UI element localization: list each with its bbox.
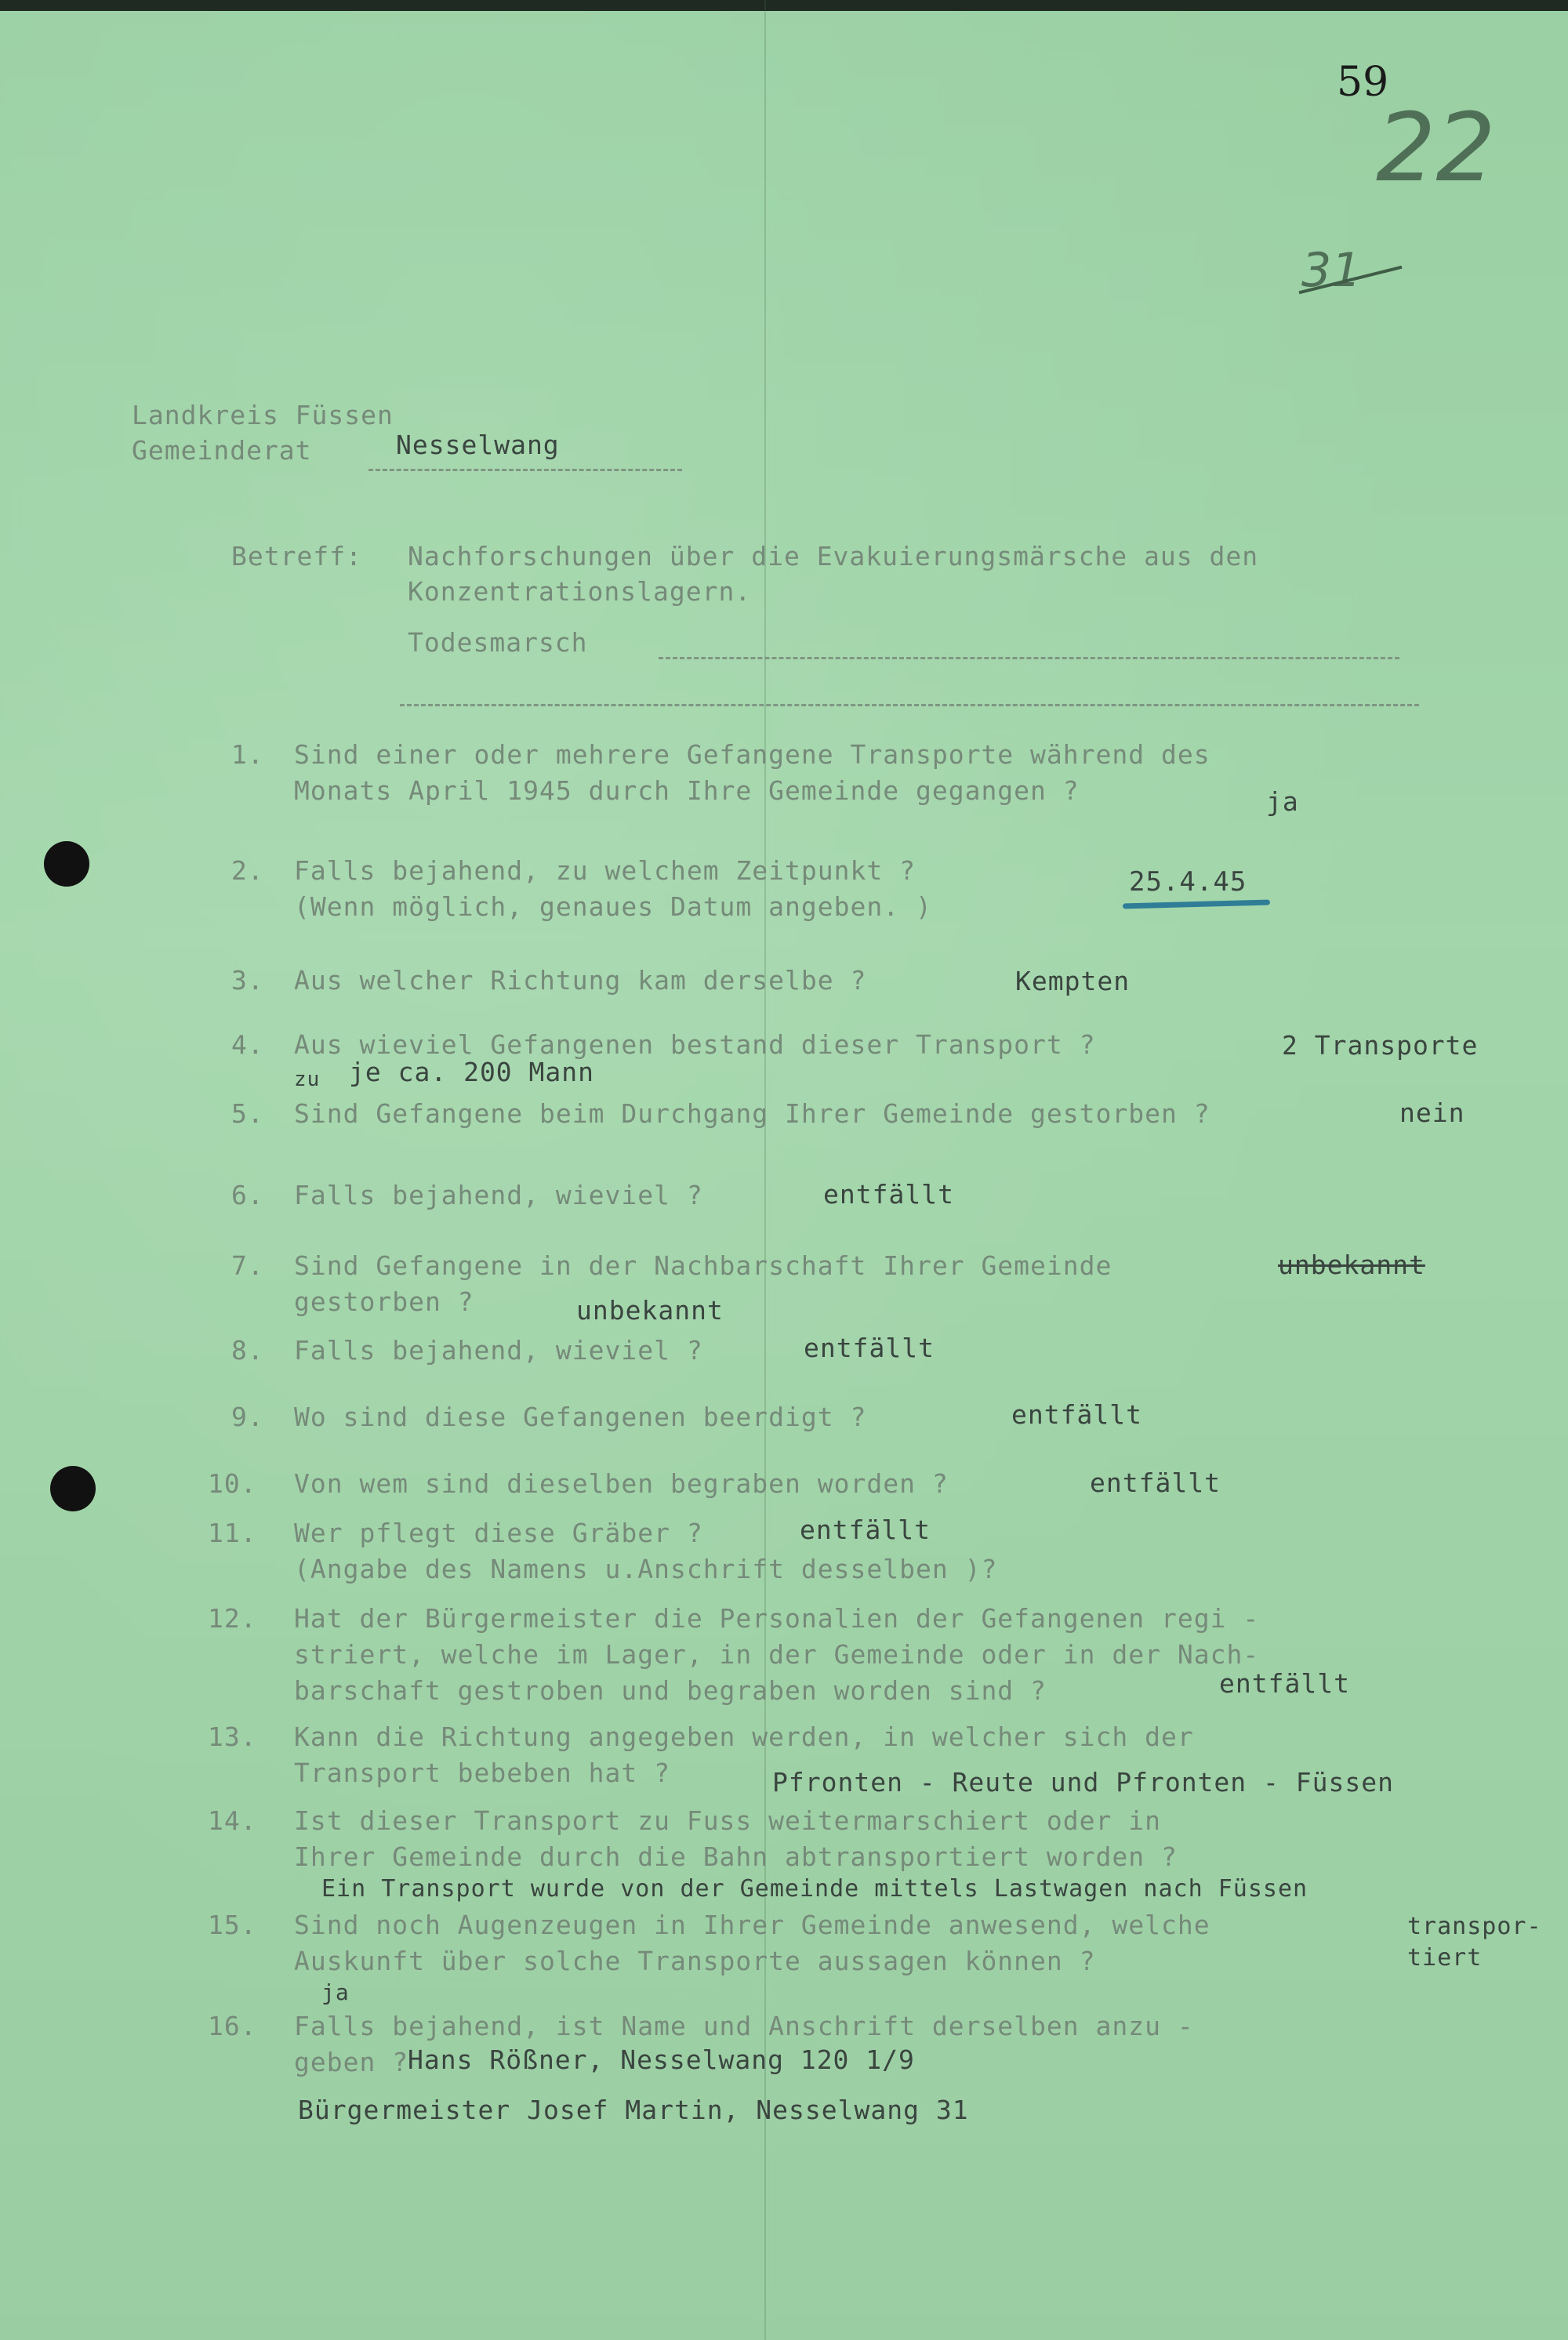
punch-hole-bottom	[50, 1466, 96, 1511]
answer-11: entfällt	[800, 1515, 931, 1545]
question-text: Falls bejahend, ist Name und Anschrift derselben anzu -	[294, 2011, 1194, 2041]
subject-line-3-underline	[659, 657, 1399, 659]
question-number: 8.	[231, 1335, 264, 1366]
question-number: 15.	[208, 1910, 257, 1940]
paper-fold-line	[764, 0, 766, 2340]
answer-9: entfällt	[1011, 1399, 1142, 1430]
question-number: 3.	[231, 965, 264, 996]
question-number: 1.	[231, 739, 264, 770]
question-text: Wer pflegt diese Gräber ?	[294, 1518, 703, 1548]
question-text: Hat der Bürgermeister die Personalien der Gefangenen regi -	[294, 1603, 1260, 1634]
page-number: 59	[1337, 59, 1389, 106]
question-text: Falls bejahend, wieviel ?	[294, 1335, 703, 1366]
question-text: Ist dieser Transport zu Fuss weitermarschiert oder in	[294, 1805, 1161, 1836]
question-5	[231, 1096, 1210, 1132]
question-1	[231, 737, 1210, 809]
question-text: Von wem sind dieselben begraben worden ?	[294, 1468, 949, 1499]
answer-7-struck: unbekannt	[1278, 1250, 1425, 1280]
question-9	[231, 1399, 866, 1435]
question-number: 14.	[208, 1805, 257, 1836]
gemeinderat-label: Gemeinderat	[132, 435, 312, 466]
answer-1: ja	[1266, 786, 1299, 817]
question-number: 4.	[231, 1029, 264, 1060]
question-text: gestorben ?	[294, 1286, 474, 1317]
question-text: barschaft gestroben und begraben worden sind ?	[294, 1675, 1047, 1706]
question-text: Aus welcher Richtung kam derselbe ?	[294, 965, 867, 996]
answer-14: Ein Transport wurde von der Gemeinde mittels Lastwagen nach Füssen	[321, 1875, 1308, 1903]
question-text: (Angabe des Namens u.Anschrift desselben )?	[294, 1554, 998, 1584]
answer-2: 25.4.45	[1129, 866, 1247, 898]
question-text: Sind noch Augenzeugen in Ihrer Gemeinde anwesend, welche	[294, 1910, 1210, 1940]
answer-6: entfällt	[823, 1179, 954, 1210]
question-12	[208, 1601, 1259, 1709]
question-text: Falls bejahend, zu welchem Zeitpunkt ?	[294, 855, 916, 886]
answer-4-continued: je ca. 200 Mann	[349, 1057, 595, 1087]
answer-8: entfällt	[804, 1333, 935, 1363]
question-14	[208, 1803, 1178, 1875]
answer-4: 2 Transporte	[1282, 1030, 1479, 1061]
answer-12: entfällt	[1219, 1668, 1350, 1699]
answer-4-zu: zu	[294, 1068, 321, 1091]
subject-line-3: Todesmarsch	[408, 627, 588, 658]
answer-10: entfällt	[1090, 1467, 1221, 1498]
question-2	[231, 853, 932, 925]
answer-2-underline	[1123, 900, 1270, 909]
question-text: Sind einer oder mehrere Gefangene Transporte während des	[294, 739, 1210, 770]
answer-16-mayor: Bürgermeister Josef Martin, Nesselwang 31	[298, 2095, 969, 2125]
question-8	[231, 1333, 703, 1369]
question-text: Monats April 1945 durch Ihre Gemeinde gegangen ?	[294, 775, 1080, 806]
question-text: Sind Gefangene beim Durchgang Ihrer Gemeinde gestorben ?	[294, 1098, 1210, 1129]
question-number: 5.	[231, 1098, 264, 1129]
question-number: 11.	[208, 1518, 257, 1548]
question-text: Auskunft über solche Transporte aussagen können ?	[294, 1946, 1096, 1976]
subject-label: Betreff:	[231, 541, 362, 571]
question-number: 6.	[231, 1180, 264, 1210]
question-number: 10.	[208, 1468, 257, 1499]
question-number: 13.	[208, 1721, 257, 1752]
question-text: Kann die Richtung angegeben werden, in welcher sich der	[294, 1721, 1194, 1752]
question-text: Aus wieviel Gefangenen bestand dieser Transport ?	[294, 1029, 1096, 1060]
answer-3: Kempten	[1015, 966, 1131, 996]
question-text: (Wenn möglich, genaues Datum angeben. )	[294, 891, 932, 922]
answer-7: unbekannt	[576, 1295, 724, 1326]
subject-line-1: Nachforschungen über die Evakuierungsmärsche aus den	[408, 541, 1259, 571]
question-text: striert, welche im Lager, in der Gemeinde oder in der Nach-	[294, 1639, 1260, 1670]
question-number: 9.	[231, 1402, 264, 1432]
question-text: Sind Gefangene in der Nachbarschaft Ihrer Gemeinde	[294, 1250, 1112, 1281]
question-number: 7.	[231, 1250, 264, 1281]
question-text: Falls bejahend, wieviel ?	[294, 1180, 703, 1210]
answer-14-end: tiert	[1407, 1944, 1483, 1972]
answer-5: nein	[1399, 1097, 1465, 1128]
answer-16: Hans Rößner, Nesselwang 120 1/9	[408, 2044, 915, 2075]
question-number: 12.	[208, 1603, 257, 1634]
question-15	[208, 1907, 1210, 1979]
question-6	[231, 1177, 703, 1214]
gemeinderat-value: Nesselwang	[396, 430, 560, 460]
subject-bottom-rule	[400, 704, 1419, 706]
question-text: Wo sind diese Gefangenen beerdigt ?	[294, 1402, 867, 1432]
pencil-folio-number: 22	[1376, 94, 1496, 203]
question-number: 16.	[208, 2011, 257, 2041]
question-text: geben ?	[294, 2047, 409, 2077]
landkreis-label: Landkreis Füssen	[132, 400, 394, 430]
question-number: 2.	[231, 855, 264, 886]
scan-top-edge	[0, 0, 1568, 11]
pencil-struck-number: 31	[1301, 243, 1362, 298]
question-text: Ihrer Gemeinde durch die Bahn abtransportiert worden ?	[294, 1841, 1178, 1872]
question-10	[208, 1466, 949, 1502]
gemeinderat-underline	[368, 469, 682, 471]
subject-line-2: Konzentrationslagern.	[408, 576, 752, 607]
answer-14-cont: transpor-	[1407, 1913, 1542, 1940]
question-3	[231, 963, 866, 999]
answer-15: ja	[321, 1979, 350, 2005]
punch-hole-top	[44, 841, 89, 887]
answer-13: Pfronten - Reute und Pfronten - Füssen	[772, 1767, 1394, 1798]
question-text: Transport bebeben hat ?	[294, 1758, 670, 1788]
